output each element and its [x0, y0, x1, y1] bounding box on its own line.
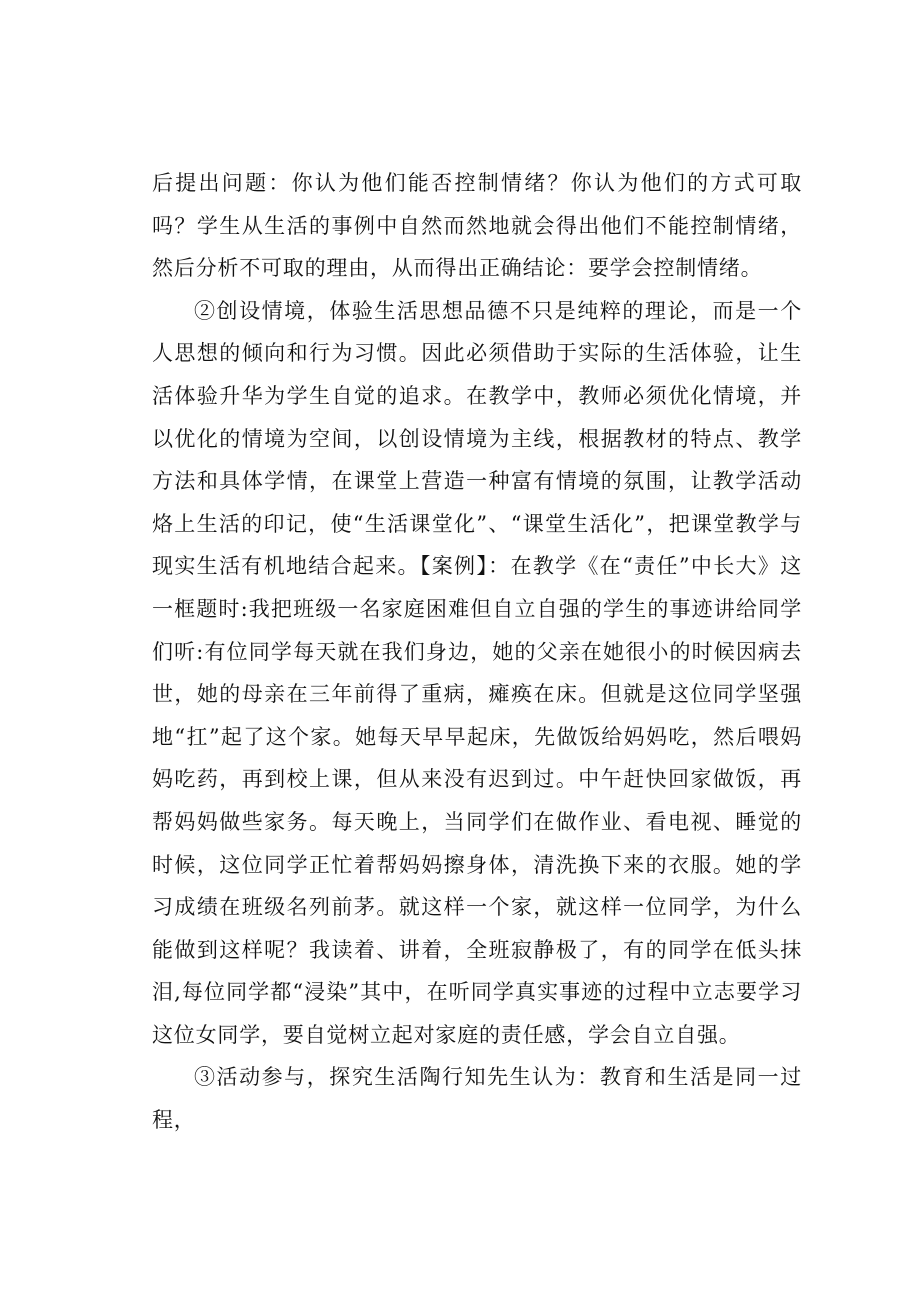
paragraph-activity-participation: ③活动参与，探究生活陶行知先生认为：教育和生活是同一过程，: [152, 1065, 802, 1133]
paragraph-continuation: 后提出问题：你认为他们能否控制情绪？你认为他们的方式可取吗？学生从生活的事例中自然而然地就会得出他们不能控制情绪，然后分析不可取的理由，从而得出正确结论：要学会控制情绪。: [152, 171, 802, 281]
document-body: [152, 162, 802, 1142]
paragraph-create-situation: ②创设情境，体验生活思想品德不只是纯粹的理论，而是一个人思想的倾向和行为习惯。因此必须借助于实际的生活体验，让生活体验升华为学生自觉的追求。在教学中，教师必须优化情境，并以优化的情境为空间，以创设情境为主线，根据教材的特点、教学方法和具体学情，在课堂上营造一种富有情境的氛围，让教学活动烙上生活的印记，使“生活课堂化”、“课堂生活化”，把课堂教学与现实生活有机地结合起来。【案例】：在教学《在“责任”中长大》这一框题时:我把班级一名家庭困难但自立自强的学生的事迹讲给同学们听:有位同学每天就在我们身边，她的父亲在她很小的时候因病去世，她的母亲在三年前得了重病，瘫痪在床。但就是这位同学坚强地“扛”起了这个家。她每天早早起床，先做饭给妈妈吃，然后喂妈妈吃药，再到校上课，但从来没有迟到过。中午赶快回家做饭，再帮妈妈做些家务。每天晚上，当同学们在做作业、看电视、睡觉的时候，这位同学正忙着帮妈妈擦身体，清洗换下来的衣服。她的学习成绩在班级名列前茅。就这样一个家，就这样一位同学，为什么能做到这样呢？我读着、讲着，全班寂静极了，有的同学在低头抹泪,每位同学都“浸染”其中，在听同学真实事迹的过程中立志要学习这位女同学，要自觉树立起对家庭的责任感，学会自立自强。: [152, 298, 802, 1047]
